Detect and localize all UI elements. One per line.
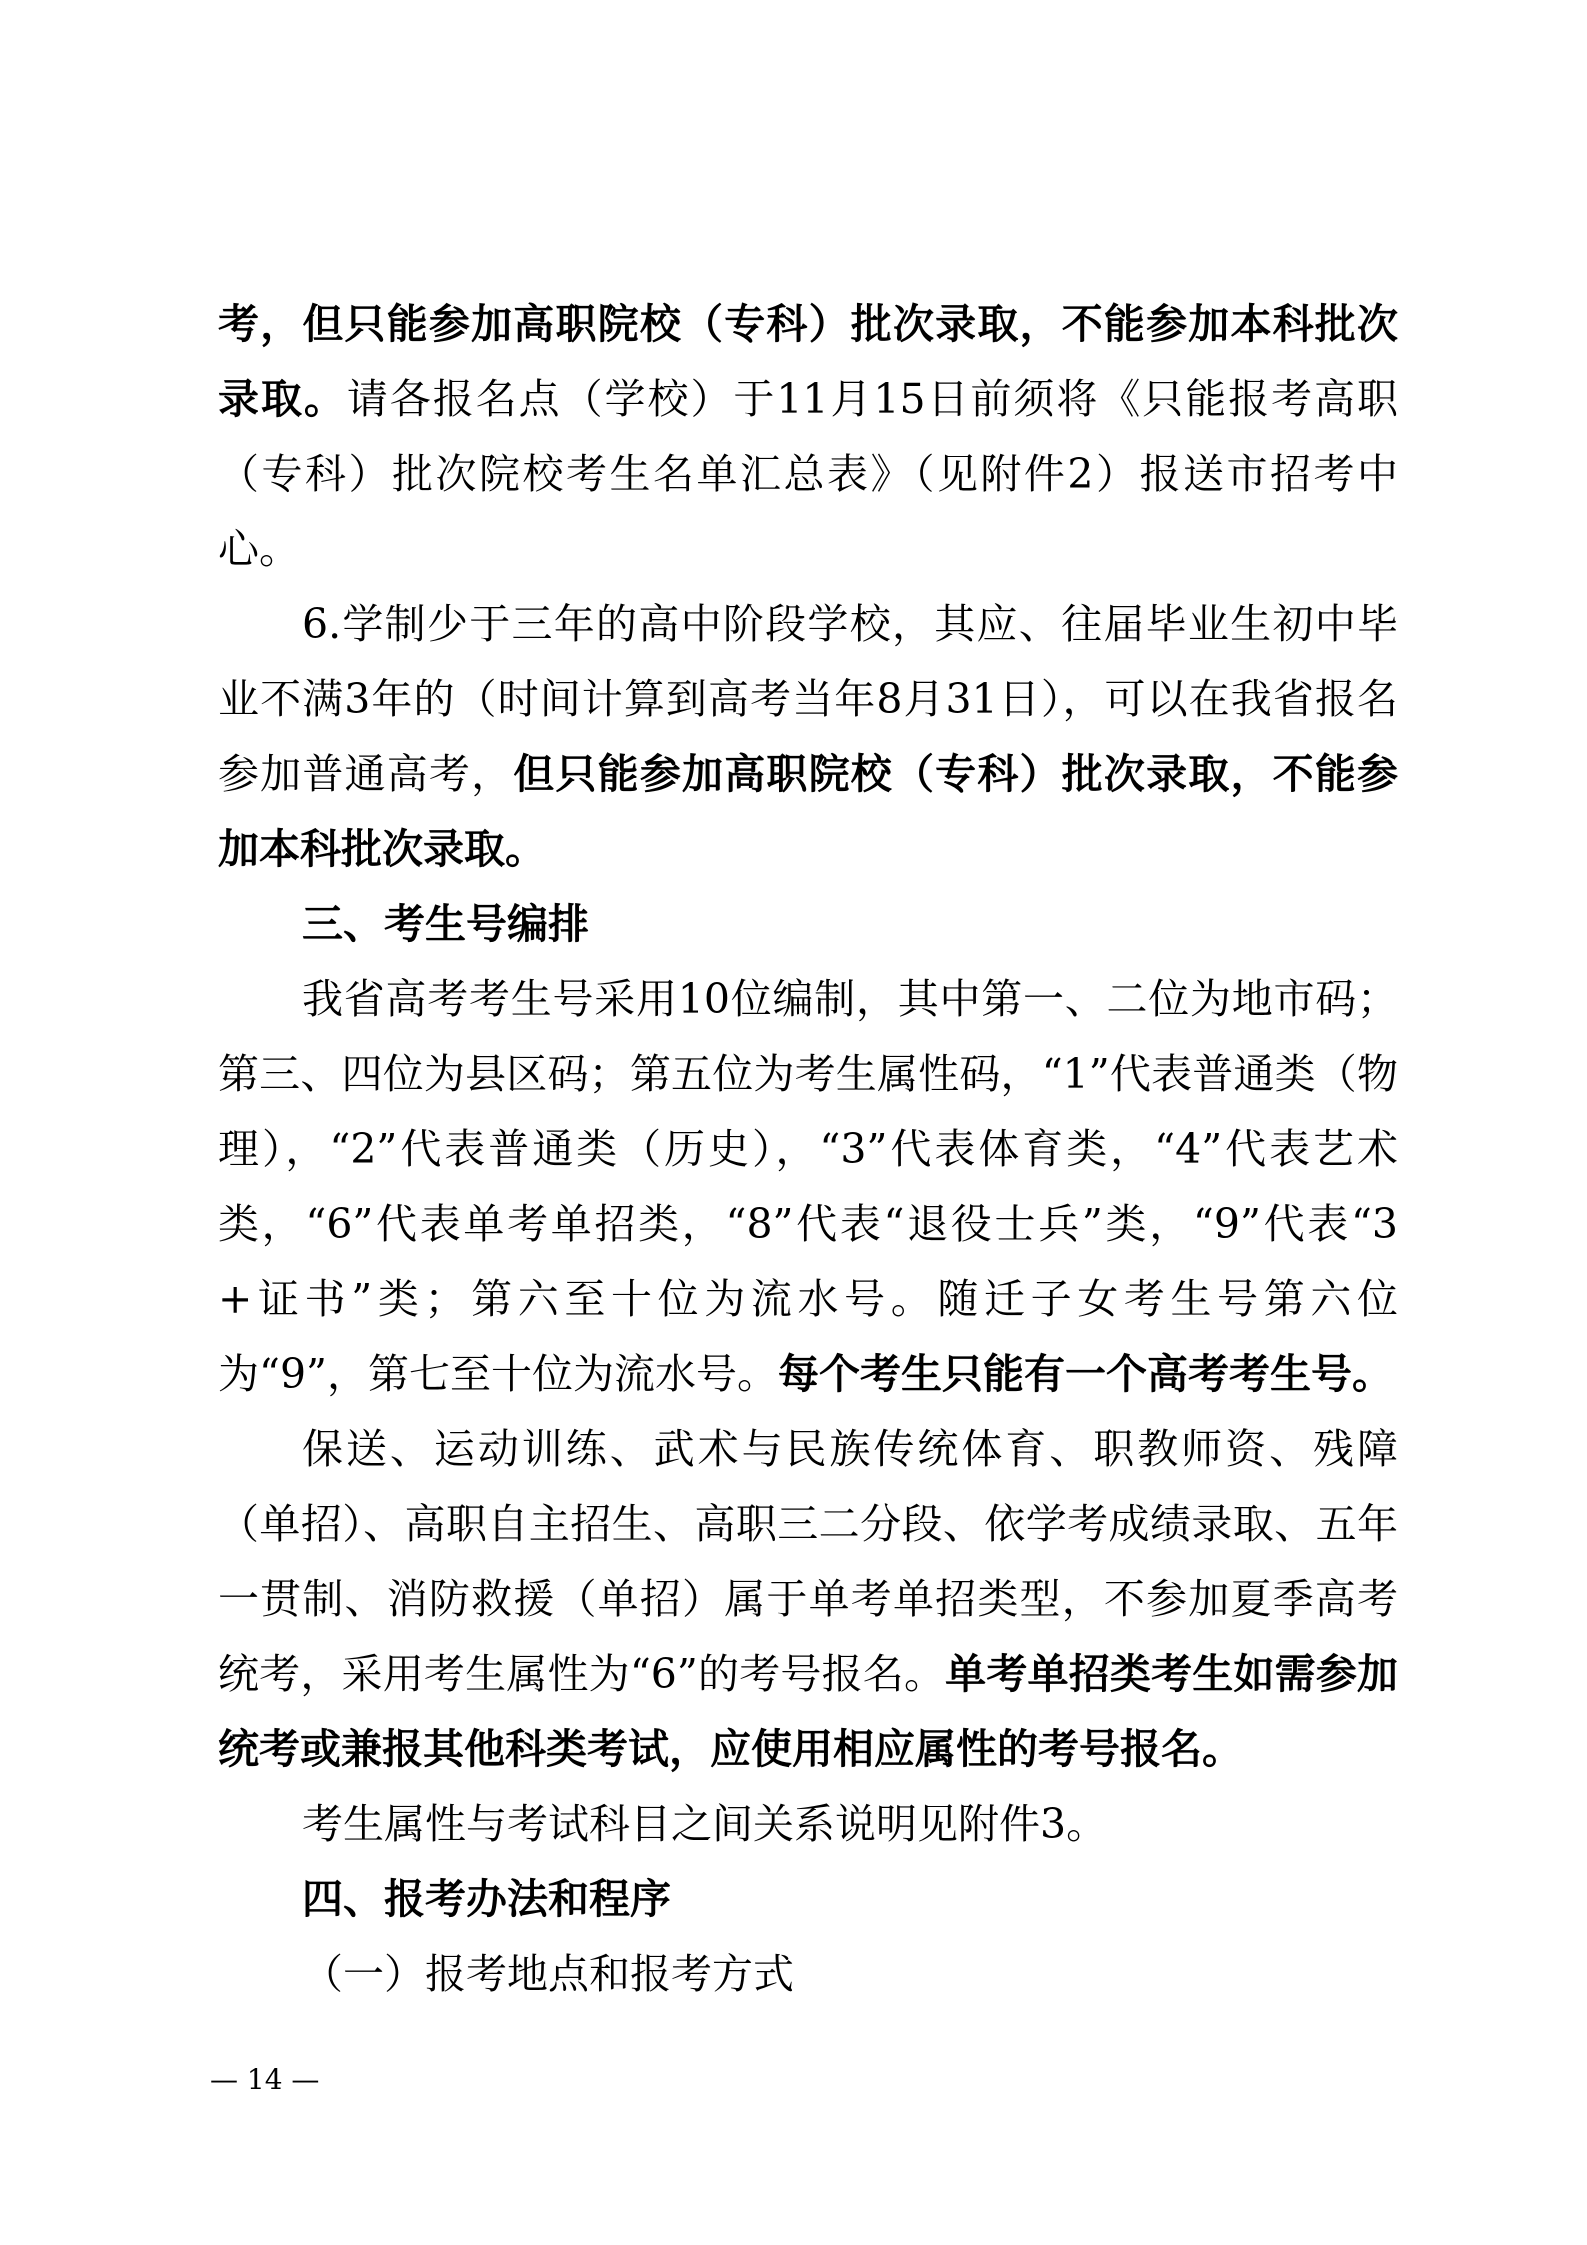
paragraph-exam-number	[218, 962, 1398, 1412]
section-heading-4: 四、报考办法和程序	[302, 1875, 671, 1923]
section-heading-3: 三、考生号编排	[302, 900, 589, 948]
paragraph-attachment-note: 考生属性与考试科目之间关系说明见附件3。	[302, 1800, 1108, 1848]
body-text: 保送、运动训练、武术与民族传统体育、职教师资、残障（单招）、高职自主招生、高职三二分段、依学考成绩录取、五年一贯制、消防救援（单招）属于单考单招类型，不参加夏季高考统考，采用考生属性为“6”的考号报名。	[218, 1425, 1398, 1698]
page-number: — 14 —	[210, 2063, 320, 2096]
bold-text: 考，但只能参加高职院校（专科）批次录取，不能参加本科批次录取。	[218, 300, 1398, 423]
bold-text: 但只能参加高职院校（专科）批次录取，不能参加本科批次录取。	[218, 750, 1398, 873]
paragraph-continuation	[218, 287, 1398, 587]
document-body	[218, 287, 1398, 2012]
body-text: 我省高考考生号采用10位编制，其中第一、二位为地市码；第三、四位为县区码；第五位为考生属性码，“1”代表普通类（物理），“2”代表普通类（历史），“3”代表体育类，“4”代表艺术类，“6”代表单考单招类，“8”代表“退役士兵”类，“9”代表“3+证书”类；第六至十位为流水号。随迁子女考生号第六位为“9”，第七至十位为流水号。	[218, 975, 1398, 1398]
subsection-heading-1: （一）报考地点和报考方式	[302, 1950, 794, 1998]
bold-text: 单考单招类考生如需参加统考或兼报其他科类考试，应使用相应属性的考号报名。	[218, 1650, 1399, 1773]
bold-text: 每个考生只能有一个高考考生号。	[778, 1350, 1394, 1398]
paragraph-single-exam	[218, 1412, 1398, 1787]
body-text: 6.学制少于三年的高中阶段学校，其应、往届毕业生初中毕业不满3年的（时间计算到高考当年8月31日），可以在我省报名参加普通高考，	[218, 600, 1398, 798]
paragraph-item-6	[218, 587, 1398, 887]
body-text: 请各报名点（学校）于11月15日前须将《只能报考高职（专科）批次院校考生名单汇总表》（见附件2）报送市招考中心。	[218, 375, 1399, 573]
